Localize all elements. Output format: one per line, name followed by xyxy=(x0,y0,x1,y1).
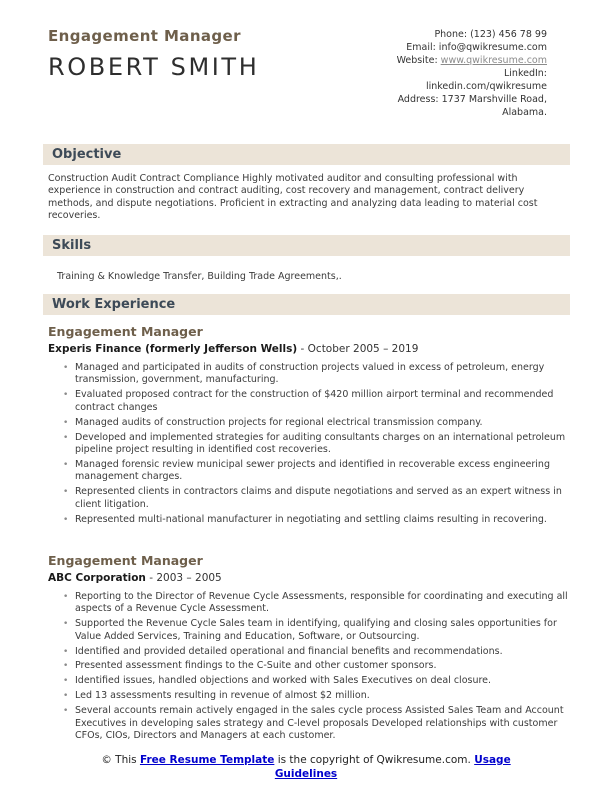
bullet-item: • Represented multi-national manufacturer in negotiating and settling claims resulting in recovering. xyxy=(75,514,570,526)
bullet-item: • Reporting to the Director of Revenue Cycle Assessments, responsible for coordinating and executing all aspects of a Revenue Cycle Assessment. xyxy=(75,591,570,616)
bullet-item: • Represented clients in contractors claims and dispute negotiations and served as an expert witness in client litigation. xyxy=(75,486,570,511)
bullet-item: • Evaluated proposed contract for the construction of $420 million airport terminal and recommended contract changes xyxy=(75,389,570,414)
bullet-item: • Several accounts remain actively engaged in the sales cycle process Assisted Sales Team and Account Executives in developing sales strategy and C-level proposals Developed relationships with customer CFOs, CIOs, Directors and Managers at each customer. xyxy=(75,705,570,742)
job-1-company: Experis Finance (formerly Jefferson Wells) xyxy=(48,343,298,356)
footer xyxy=(0,753,612,781)
job-2-company-line xyxy=(48,572,570,584)
job-2-title: Engagement Manager xyxy=(48,552,203,568)
person-name: ROBERT SMITH xyxy=(48,53,260,81)
bullet-item: • Managed and participated in audits of construction projects valued in excess of petroleum, energy transmission, government, manufacturing. xyxy=(75,362,570,387)
job-2-company: ABC Corporation xyxy=(48,571,146,584)
bullet-item: • Led 13 assessments resulting in revenue of almost $2 million. xyxy=(75,690,570,702)
section-header-skills xyxy=(43,235,570,256)
bullet-item: • Identified and provided detailed operational and financial benefits and recommendations. xyxy=(75,646,570,658)
skills-heading: Skills xyxy=(52,237,92,253)
footer-middle: is the copyright of Qwikresume.com. xyxy=(274,754,475,766)
section-header-work-experience xyxy=(43,294,570,315)
footer-prefix: © This xyxy=(101,754,140,766)
skills-text: Training & Knowledge Transfer, Building Trade Agreements,. xyxy=(57,270,342,282)
contact-phone: Phone: (123) 456 78 99 xyxy=(434,29,547,40)
job-2-dates: - 2003 – 2005 xyxy=(149,571,222,584)
contact-website-label: Website: xyxy=(396,55,441,66)
contact-linkedin-value: linkedin.com/qwikresume xyxy=(425,81,547,92)
contact-website xyxy=(397,54,547,67)
header-identity xyxy=(48,25,259,127)
contact-address-line1: Address: 1737 Marshville Road, xyxy=(397,94,547,105)
objective-heading: Objective xyxy=(52,147,122,162)
job-1-dates: - October 2005 – 2019 xyxy=(300,343,419,356)
job-entry-2 xyxy=(48,553,570,742)
job-1-title: Engagement Manager xyxy=(48,324,203,340)
footer-copyright xyxy=(71,753,541,781)
job-1-bullet-list xyxy=(48,362,570,526)
usage-guidelines-link[interactable]: Usage Guidelines xyxy=(274,754,511,780)
bullet-item: • Managed audits of construction projects for regional electrical transmission company. xyxy=(75,417,570,429)
job-1-company-line xyxy=(48,343,570,355)
free-resume-template-link[interactable]: Free Resume Template xyxy=(139,754,275,766)
section-header-objective xyxy=(43,144,570,165)
job-2-bullet-list xyxy=(48,591,570,742)
contact-block xyxy=(397,25,547,127)
contact-linkedin-label: LinkedIn: xyxy=(503,68,547,79)
objective-text: Construction Audit Contract Compliance Highly motivated auditor and consulting professional with experience in construction and contract auditing, cost recovery and management, contract delivery methods, and dispute negotiations. Proficient in extracting and analyzing data leading to material cost recoveries. xyxy=(48,173,538,222)
bullet-item: • Developed and implemented strategies for auditing consultants charges on an international petroleum pipeline project resulting in identified cost recoveries. xyxy=(75,432,570,457)
bullet-item: • Supported the Revenue Cycle Sales team in identifying, qualifying and closing sales opportunities for Value Added Services, Training and Education, Software, or Outsourcing. xyxy=(75,618,570,643)
bullet-item: • Managed forensic review municipal sewer projects and identified in recoverable excess engineering management charges. xyxy=(75,459,570,484)
work-experience-heading: Work Experience xyxy=(52,297,176,313)
header xyxy=(43,25,570,127)
contact-email: Email: info@qwikresume.com xyxy=(406,42,547,53)
contact-address-line2: Alabama. xyxy=(502,107,547,118)
job-entry-1 xyxy=(48,324,570,526)
website-link[interactable]: www.qwikresume.com xyxy=(440,55,547,66)
document-title: Engagement Manager xyxy=(48,27,241,45)
bullet-item: • Presented assessment findings to the C-Suite and other customer sponsors. xyxy=(75,660,570,672)
bullet-item: • Identified issues, handled objections and worked with Sales Executives on deal closure. xyxy=(75,675,570,687)
